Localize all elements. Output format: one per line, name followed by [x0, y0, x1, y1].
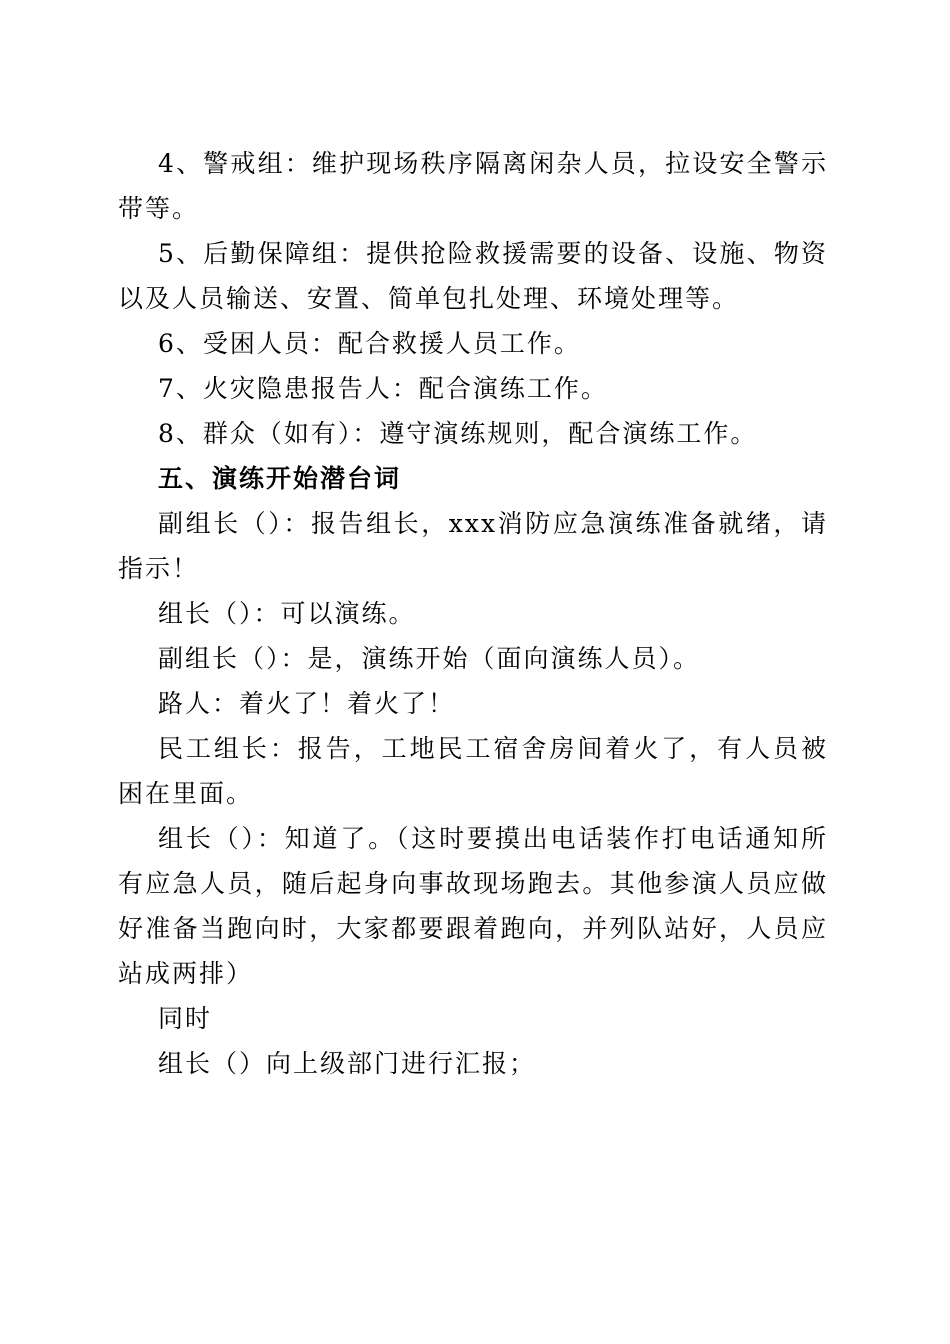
- paragraph-deputy-report: 副组长（）：报告组长，xxx消防应急演练准备就绪，请指示！: [118, 509, 828, 583]
- paragraph-leader-approve: 组长（）：可以演练。: [158, 599, 416, 628]
- document-body: [118, 141, 828, 1086]
- paragraph-passerby: 路人：着火了！着火了！: [158, 689, 456, 718]
- paragraph-leader-report: 组长（）向上级部门进行汇报；: [158, 1049, 537, 1078]
- paragraph-logistics-group: 5、后勤保障组：提供抢险救援需要的设备、设施、物资以及人员输送、安置、简单包扎处理、环境处理等。: [118, 239, 828, 313]
- paragraph-worker-leader: 民工组长：报告，工地民工宿舍房间着火了，有人员被困在里面。: [118, 734, 828, 808]
- paragraph-fire-reporter: 7、火灾隐患报告人：配合演练工作。: [158, 374, 608, 403]
- section-heading-script: 五、演练开始潜台词: [158, 464, 402, 493]
- paragraph-deputy-start: 副组长（）：是，演练开始（面向演练人员）。: [158, 644, 701, 673]
- paragraph-meanwhile: 同时: [158, 1004, 213, 1033]
- paragraph-trapped-persons: 6、受困人员：配合救援人员工作。: [158, 329, 581, 358]
- paragraph-leader-response: 组长（）：知道了。（这时要摸出电话装作打电话通知所有应急人员，随后起身向事故现场跑去。其他参演人员应做好准备当跑向时，大家都要跟着跑向，并列队站好，人员应站成两排）: [118, 824, 828, 988]
- paragraph-public: 8、群众（如有）：遵守演练规则，配合演练工作。: [158, 419, 758, 448]
- paragraph-guard-group: 4、警戒组：维护现场秩序隔离闲杂人员，拉设安全警示带等。: [118, 149, 828, 223]
